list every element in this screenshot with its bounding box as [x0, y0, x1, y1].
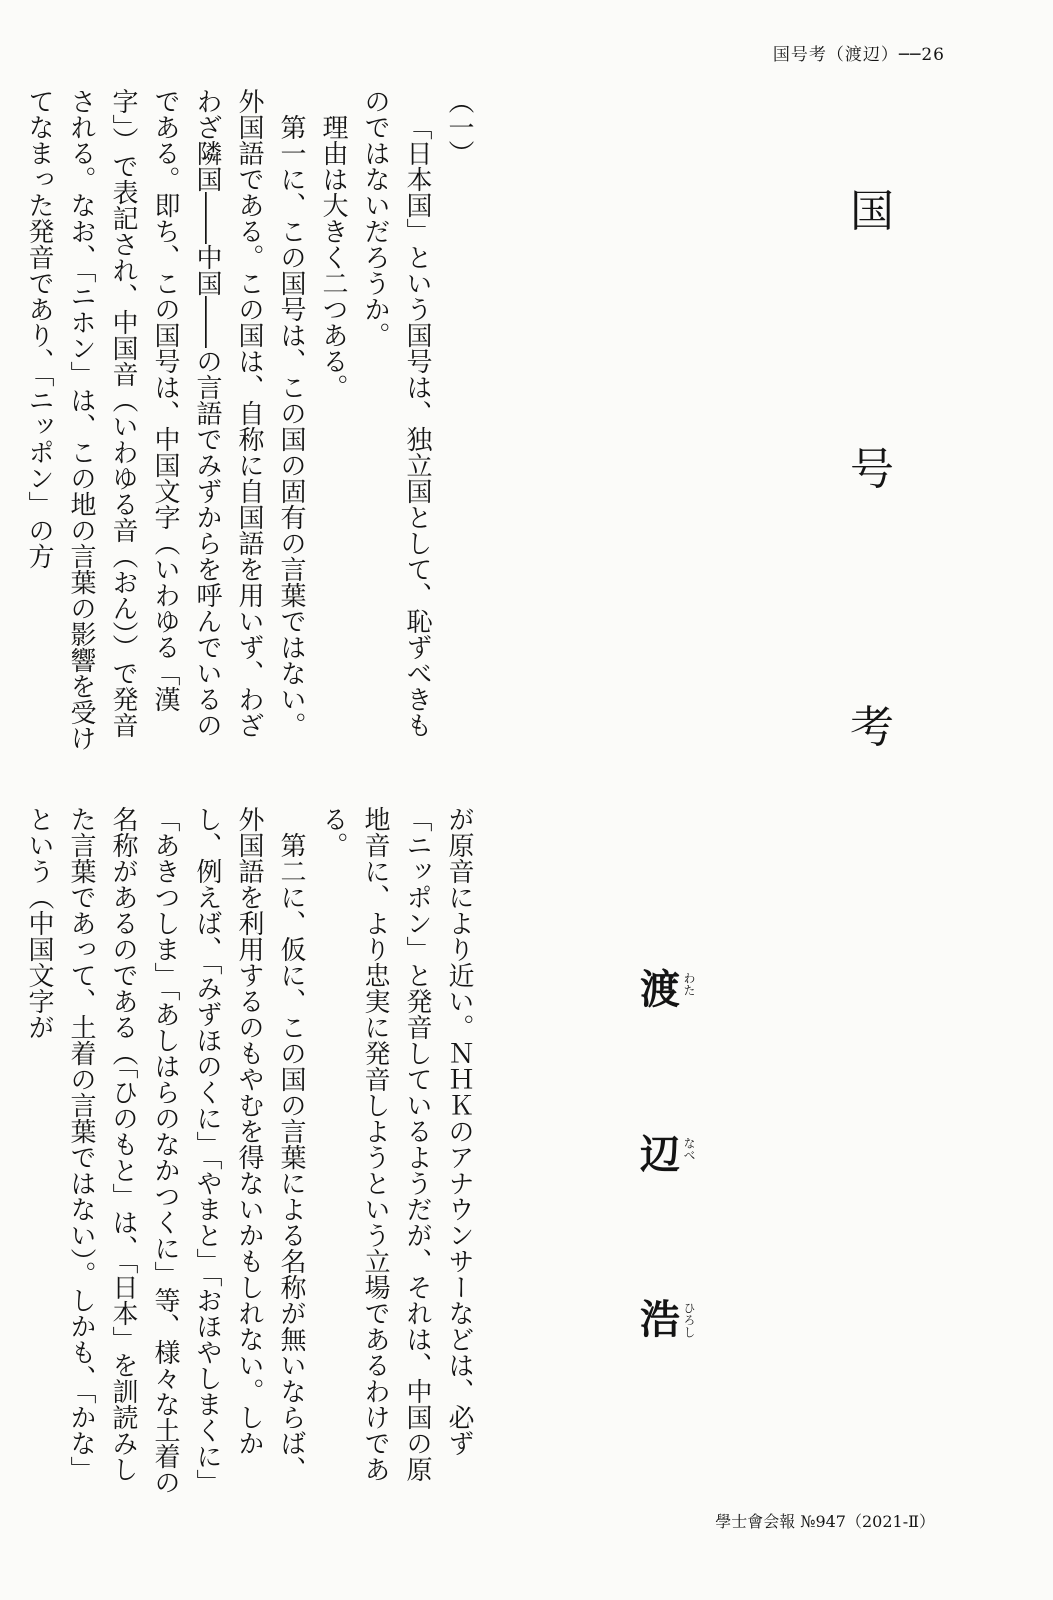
paragraph: 第一に、この国号は、この国の固有の言葉ではない。外国語である。この国は、自称に自国語を用いず、わざわざ隣国――中国――の言語でみずからを呼んでいるのである。即ち、この国号は、中国文字（いわゆる「漢字」）で表記され、中国音（いわゆる音（おん））で発音される。なお、「ニホン」は、この地の言葉の影響を受けてなまった発音であり、「ニッポン」の方 — [24, 88, 306, 751]
author-char — [640, 1296, 696, 1343]
running-header: 国号考（渡辺）──26 — [772, 45, 945, 65]
author-kanji: 浩 — [640, 1296, 680, 1343]
author-ruby: なべ — [682, 1137, 696, 1161]
paragraph: 第二に、仮に、この国の言葉による名称が無いならば、外国語を利用するのもやむを得ないかもしれない。しかし、例えば、「みずほのくに」「やまと」「おほやしまくに」「あきつしま」「あしはらのなかつくに」等、様々な土着の名称があるのである（「ひのもと」は、「日本」を訓読みした言葉であって、土着の言葉ではない）。しかも、「かな」という（中国文字が — [24, 806, 306, 1495]
body-text-upper — [24, 88, 480, 758]
author-ruby: ひろし — [682, 1302, 696, 1338]
title-char: 号 — [850, 444, 894, 495]
title-char: 考 — [850, 702, 894, 753]
author-char — [640, 1131, 696, 1178]
paragraph: 「日本国」という国号は、独立国として、恥ずべきものではないだろうか。 — [360, 88, 432, 738]
author-ruby: わた — [682, 972, 696, 996]
author-char — [640, 966, 696, 1013]
title-char: 国 — [850, 186, 894, 237]
body-text-lower — [24, 806, 480, 1496]
author-kanji: 渡 — [640, 966, 680, 1013]
paragraph: が原音により近い。ＮＨＫのアナウンサーなどは、必ず「ニッポン」と発音しているようだが、それは、中国の原地音に、より忠実に発音しようという立場であるわけである。 — [318, 806, 474, 1482]
author-kanji: 辺 — [640, 1131, 680, 1178]
article-title — [840, 186, 904, 753]
paragraph: 理由は大きく二つある。 — [318, 114, 348, 400]
section-heading: （一） — [444, 88, 474, 166]
journal-footer: 學士會会報 №947（2021-Ⅱ） — [715, 1512, 935, 1531]
author-name — [640, 966, 730, 1343]
